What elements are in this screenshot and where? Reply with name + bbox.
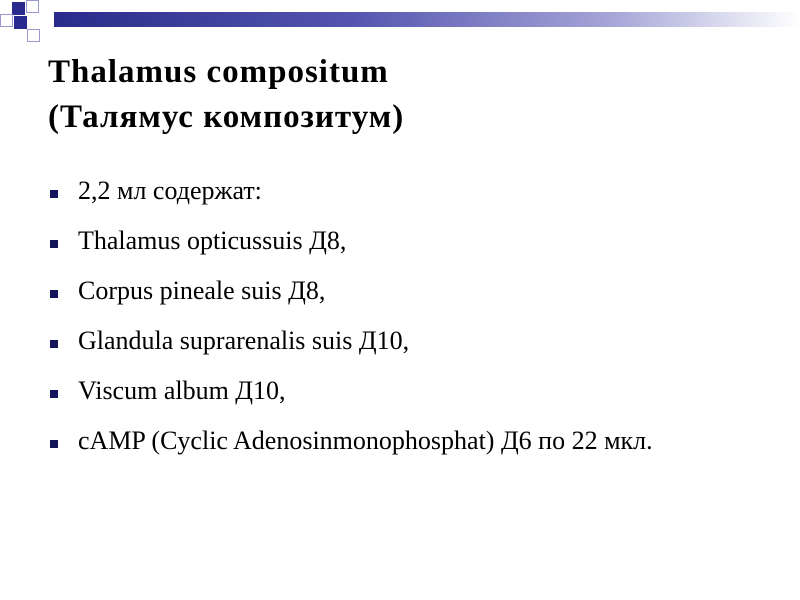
square-bullet-icon [50,240,58,248]
header-gradient-bar [54,12,800,27]
list-item [50,176,770,206]
square-bullet-icon [50,290,58,298]
list-item-text: 2,2 мл содержат: [78,176,262,205]
list-item [50,226,770,256]
decor-square [14,16,27,29]
decor-square-outline [0,14,13,27]
header-decoration [0,0,800,50]
list-item-text: Thalamus opticussuis Д8, [78,226,347,255]
list-item [50,376,770,406]
bullet-list [50,176,770,476]
square-bullet-icon [50,440,58,448]
list-item-text: Corpus pineale suis Д8, [78,276,326,305]
list-item-text: cAMP (Cyclic Adenosinmonophosphat) Д6 по 22 мкл. [78,426,653,455]
decor-square [12,2,25,15]
list-item [50,326,770,356]
square-bullet-icon [50,390,58,398]
slide-title [48,50,404,140]
list-item [50,276,770,306]
square-bullet-icon [50,340,58,348]
title-line-1: Thalamus compositum [48,54,389,90]
list-item-text: Viscum album Д10, [78,376,286,405]
list-item-text: Glandula suprarenalis suis Д10, [78,326,410,355]
title-line-2: (Талямус композитум) [48,99,405,135]
square-bullet-icon [50,190,58,198]
list-item [50,426,770,456]
decor-square-outline [26,0,39,13]
decor-square-outline [27,29,40,42]
